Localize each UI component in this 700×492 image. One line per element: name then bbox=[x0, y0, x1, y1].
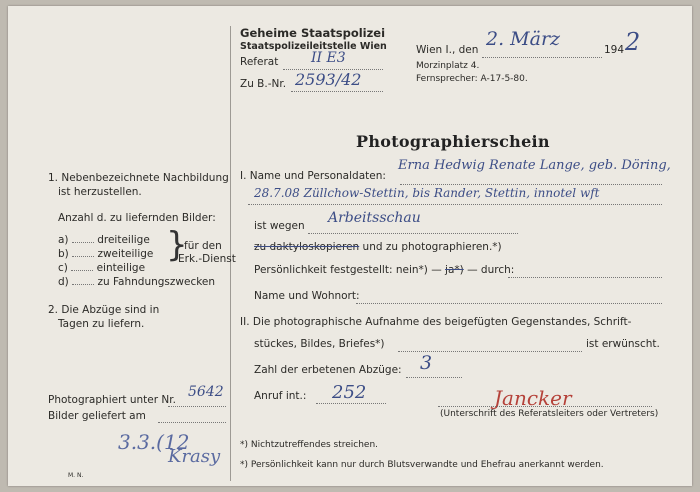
hand-date: 3.3.(12 bbox=[118, 430, 190, 454]
footnote-2: *) Persönlichkeit kann nur durch Blutsverwandte und Ehefrau anerkannt werden. bbox=[240, 460, 604, 470]
signature-line bbox=[438, 406, 652, 407]
option-line bbox=[72, 242, 94, 243]
name-address-line bbox=[356, 303, 662, 304]
option-letter: d) bbox=[58, 276, 69, 288]
left-option-b bbox=[58, 248, 153, 260]
option-text: dreiteilige bbox=[97, 234, 150, 246]
year-print: 194 bbox=[604, 44, 625, 56]
hand-signature: Krasy bbox=[168, 446, 221, 467]
left-option-c bbox=[58, 262, 145, 274]
name-address-label: Name und Wohnort: bbox=[254, 290, 360, 302]
option-text: zu Fahndungszwecken bbox=[97, 276, 216, 288]
section2-line2-end: ist erwünscht. bbox=[586, 338, 660, 350]
year-handwritten: 2 bbox=[625, 28, 641, 56]
option-line bbox=[72, 256, 94, 257]
signature-caption: (Unterschrift des Referatsleiters oder Vertreters) bbox=[440, 409, 659, 419]
reason-label: ist wegen bbox=[254, 220, 305, 232]
left-option-d bbox=[58, 276, 215, 288]
name-line-2 bbox=[248, 204, 662, 205]
ref-no-line bbox=[291, 91, 383, 92]
identity-label: Persönlichkeit festgestellt: nein*) — bbox=[254, 264, 442, 276]
date-line bbox=[482, 57, 602, 58]
city-label: Wien I., den bbox=[416, 44, 479, 56]
copy-line bbox=[254, 241, 502, 253]
name-handwritten-1: Erna Hedwig Renate Lange, geb. Döring, bbox=[398, 158, 671, 173]
left-item2-b: Tagen zu liefern. bbox=[58, 318, 145, 330]
copies-line bbox=[406, 377, 462, 378]
photographed-value: 5642 bbox=[188, 384, 224, 400]
identity-ja: ja*) bbox=[445, 264, 464, 276]
name-label: I. Name und Personaldaten: bbox=[240, 170, 386, 182]
date-handwritten: 2. März bbox=[486, 28, 561, 50]
header-org: Geheime Staatspolizei bbox=[240, 26, 386, 40]
call-label: Anruf int.: bbox=[254, 390, 307, 402]
address: Morzinplatz 4. bbox=[416, 61, 480, 71]
document-sheet bbox=[8, 6, 692, 486]
option-line bbox=[71, 270, 93, 271]
option-letter: c) bbox=[58, 262, 68, 274]
left-option-a bbox=[58, 234, 150, 246]
left-item1-b: ist herzustellen. bbox=[58, 186, 142, 198]
brace-text-2: Erk.-Dienst bbox=[178, 253, 236, 265]
ref-no-value: 2593/42 bbox=[295, 70, 362, 89]
identity-line bbox=[254, 264, 514, 276]
page-title: Photographierschein bbox=[356, 132, 550, 151]
copies-value: 3 bbox=[420, 352, 433, 374]
option-brace: } bbox=[166, 225, 188, 265]
identity-field-line bbox=[508, 277, 662, 278]
identity-rest: — durch: bbox=[467, 264, 515, 276]
option-text: einteilige bbox=[96, 262, 146, 274]
option-text: zweiteilige bbox=[97, 248, 154, 260]
photographed-line bbox=[168, 406, 226, 407]
left-count-label: Anzahl d. zu liefernden Bilder: bbox=[58, 212, 216, 224]
footer-code: M. N. bbox=[68, 472, 84, 479]
referat-label: Referat bbox=[240, 56, 279, 68]
delivered-label: Bilder geliefert am bbox=[48, 410, 146, 422]
call-value: 252 bbox=[332, 382, 367, 403]
phone: Fernsprecher: A-17-5-80. bbox=[416, 74, 528, 84]
option-letter: a) bbox=[58, 234, 69, 246]
ref-no-label: Zu B.-Nr. bbox=[240, 78, 287, 90]
brace-text-1: für den bbox=[184, 240, 222, 252]
copy-rest: und zu photographieren.*) bbox=[362, 241, 502, 253]
option-letter: b) bbox=[58, 248, 69, 260]
copies-label: Zahl der erbetenen Abzüge: bbox=[254, 364, 402, 376]
name-handwritten-2: 28.7.08 Züllchow-Stettin, bis Rander, Stettin, innotel wft bbox=[254, 186, 600, 200]
footnote-1: *) Nichtzutreffendes streichen. bbox=[240, 440, 379, 450]
photographed-label: Photographiert unter Nr. bbox=[48, 394, 176, 406]
signature-handwritten: Jancker bbox=[494, 386, 572, 410]
delivered-line bbox=[158, 422, 226, 423]
reason-line bbox=[308, 233, 518, 234]
copy-strike: zu daktyloskopieren bbox=[254, 241, 360, 253]
section2-line1: II. Die photographische Aufnahme des beigefügten Gegenstandes, Schrift- bbox=[240, 316, 632, 328]
left-item2-a: 2. Die Abzüge sind in bbox=[48, 304, 160, 316]
header-office: Staatspolizeileitstelle Wien bbox=[240, 41, 387, 52]
section2-line2: stückes, Bildes, Briefes*) bbox=[254, 338, 385, 350]
referat-value: II E3 bbox=[311, 50, 346, 66]
reason-handwritten: Arbeitsschau bbox=[328, 210, 421, 226]
name-line-1 bbox=[400, 184, 662, 185]
option-line bbox=[72, 284, 94, 285]
call-line bbox=[316, 403, 386, 404]
left-item1-a: 1. Nebenbezeichnete Nachbildung bbox=[48, 172, 229, 184]
